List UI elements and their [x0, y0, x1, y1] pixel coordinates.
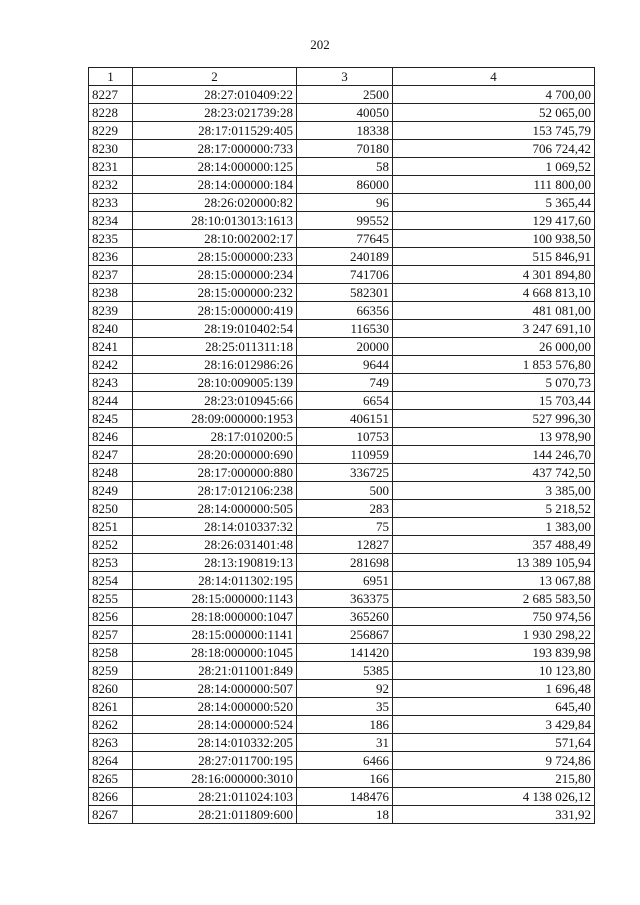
- area-cell: 12827: [297, 536, 393, 554]
- area-cell: 6951: [297, 572, 393, 590]
- value-cell: 26 000,00: [393, 338, 595, 356]
- table-row: [89, 464, 595, 482]
- area-cell: 5385: [297, 662, 393, 680]
- value-cell: 4 301 894,80: [393, 266, 595, 284]
- area-cell: 9644: [297, 356, 393, 374]
- cadastral-number-cell: 28:26:031401:48: [133, 536, 297, 554]
- row-number-cell: 8258: [89, 644, 133, 662]
- table-row: [89, 392, 595, 410]
- cadastral-number-cell: 28:16:012986:26: [133, 356, 297, 374]
- area-cell: 70180: [297, 140, 393, 158]
- value-cell: 3 247 691,10: [393, 320, 595, 338]
- row-number-cell: 8230: [89, 140, 133, 158]
- header-row: [89, 68, 595, 86]
- area-cell: 110959: [297, 446, 393, 464]
- value-cell: 13 067,88: [393, 572, 595, 590]
- table-row: [89, 86, 595, 104]
- row-number-cell: 8237: [89, 266, 133, 284]
- row-number-cell: 8229: [89, 122, 133, 140]
- value-cell: 357 488,49: [393, 536, 595, 554]
- cadastral-number-cell: 28:23:010945:66: [133, 392, 297, 410]
- scan-margin-marks: [0, 0, 20, 905]
- cadastral-number-cell: 28:09:000000:1953: [133, 410, 297, 428]
- table-row: [89, 356, 595, 374]
- value-cell: 1 069,52: [393, 158, 595, 176]
- column-header-4: 4: [393, 68, 595, 86]
- area-cell: 363375: [297, 590, 393, 608]
- table-row: [89, 230, 595, 248]
- value-cell: 9 724,86: [393, 752, 595, 770]
- area-cell: 116530: [297, 320, 393, 338]
- table-row: [89, 122, 595, 140]
- value-cell: 437 742,50: [393, 464, 595, 482]
- table-row: [89, 302, 595, 320]
- row-number-cell: 8267: [89, 806, 133, 824]
- row-number-cell: 8228: [89, 104, 133, 122]
- cadastral-number-cell: 28:14:000000:507: [133, 680, 297, 698]
- table-row: [89, 590, 595, 608]
- cadastral-number-cell: 28:15:000000:233: [133, 248, 297, 266]
- cadastral-number-cell: 28:23:021739:28: [133, 104, 297, 122]
- row-number-cell: 8251: [89, 518, 133, 536]
- table-row: [89, 644, 595, 662]
- area-cell: 77645: [297, 230, 393, 248]
- row-number-cell: 8265: [89, 770, 133, 788]
- value-cell: 5 070,73: [393, 374, 595, 392]
- value-cell: 144 246,70: [393, 446, 595, 464]
- area-cell: 256867: [297, 626, 393, 644]
- cadastral-number-cell: 28:14:000000:524: [133, 716, 297, 734]
- area-cell: 6466: [297, 752, 393, 770]
- cadastral-number-cell: 28:27:011700:195: [133, 752, 297, 770]
- cadastral-number-cell: 28:17:000000:733: [133, 140, 297, 158]
- table-row: [89, 734, 595, 752]
- table-row: [89, 626, 595, 644]
- table-row: [89, 266, 595, 284]
- table-row: [89, 536, 595, 554]
- cadastral-number-cell: 28:20:000000:690: [133, 446, 297, 464]
- value-cell: 1 930 298,22: [393, 626, 595, 644]
- area-cell: 141420: [297, 644, 393, 662]
- value-cell: 706 724,42: [393, 140, 595, 158]
- area-cell: 58: [297, 158, 393, 176]
- row-number-cell: 8255: [89, 590, 133, 608]
- cadastral-number-cell: 28:14:000000:520: [133, 698, 297, 716]
- cadastral-number-cell: 28:10:013013:1613: [133, 212, 297, 230]
- value-cell: 129 417,60: [393, 212, 595, 230]
- area-cell: 365260: [297, 608, 393, 626]
- area-cell: 92: [297, 680, 393, 698]
- cadastral-number-cell: 28:10:009005:139: [133, 374, 297, 392]
- table-row: [89, 716, 595, 734]
- value-cell: 3 429,84: [393, 716, 595, 734]
- value-cell: 645,40: [393, 698, 595, 716]
- table-row: [89, 788, 595, 806]
- data-table: [88, 67, 595, 824]
- cadastral-number-cell: 28:17:011529:405: [133, 122, 297, 140]
- row-number-cell: 8241: [89, 338, 133, 356]
- table-body: [89, 86, 595, 824]
- row-number-cell: 8254: [89, 572, 133, 590]
- cadastral-number-cell: 28:14:010337:32: [133, 518, 297, 536]
- value-cell: 111 800,00: [393, 176, 595, 194]
- value-cell: 52 065,00: [393, 104, 595, 122]
- area-cell: 749: [297, 374, 393, 392]
- row-number-cell: 8260: [89, 680, 133, 698]
- cadastral-number-cell: 28:13:190819:13: [133, 554, 297, 572]
- value-cell: 1 853 576,80: [393, 356, 595, 374]
- table-row: [89, 770, 595, 788]
- row-number-cell: 8253: [89, 554, 133, 572]
- value-cell: 5 218,52: [393, 500, 595, 518]
- cadastral-number-cell: 28:25:011311:18: [133, 338, 297, 356]
- value-cell: 1 696,48: [393, 680, 595, 698]
- table-row: [89, 194, 595, 212]
- area-cell: 186: [297, 716, 393, 734]
- value-cell: 571,64: [393, 734, 595, 752]
- value-cell: 13 389 105,94: [393, 554, 595, 572]
- row-number-cell: 8242: [89, 356, 133, 374]
- cadastral-number-cell: 28:21:011024:103: [133, 788, 297, 806]
- area-cell: 18: [297, 806, 393, 824]
- cadastral-number-cell: 28:15:000000:1141: [133, 626, 297, 644]
- row-number-cell: 8262: [89, 716, 133, 734]
- area-cell: 281698: [297, 554, 393, 572]
- cadastral-number-cell: 28:10:002002:17: [133, 230, 297, 248]
- value-cell: 4 668 813,10: [393, 284, 595, 302]
- value-cell: 331,92: [393, 806, 595, 824]
- row-number-cell: 8245: [89, 410, 133, 428]
- row-number-cell: 8238: [89, 284, 133, 302]
- area-cell: 283: [297, 500, 393, 518]
- area-cell: 582301: [297, 284, 393, 302]
- cadastral-number-cell: 28:14:000000:184: [133, 176, 297, 194]
- cadastral-number-cell: 28:15:000000:419: [133, 302, 297, 320]
- row-number-cell: 8246: [89, 428, 133, 446]
- cadastral-number-cell: 28:15:000000:234: [133, 266, 297, 284]
- row-number-cell: 8236: [89, 248, 133, 266]
- table-row: [89, 248, 595, 266]
- table-row: [89, 518, 595, 536]
- row-number-cell: 8235: [89, 230, 133, 248]
- area-cell: 99552: [297, 212, 393, 230]
- area-cell: 2500: [297, 86, 393, 104]
- value-cell: 153 745,79: [393, 122, 595, 140]
- table-row: [89, 284, 595, 302]
- row-number-cell: 8233: [89, 194, 133, 212]
- table-row: [89, 806, 595, 824]
- row-number-cell: 8257: [89, 626, 133, 644]
- area-cell: 75: [297, 518, 393, 536]
- area-cell: 336725: [297, 464, 393, 482]
- row-number-cell: 8249: [89, 482, 133, 500]
- value-cell: 215,80: [393, 770, 595, 788]
- value-cell: 515 846,91: [393, 248, 595, 266]
- area-cell: 500: [297, 482, 393, 500]
- row-number-cell: 8266: [89, 788, 133, 806]
- row-number-cell: 8247: [89, 446, 133, 464]
- row-number-cell: 8248: [89, 464, 133, 482]
- value-cell: 4 700,00: [393, 86, 595, 104]
- area-cell: 240189: [297, 248, 393, 266]
- table-row: [89, 410, 595, 428]
- row-number-cell: 8232: [89, 176, 133, 194]
- value-cell: 15 703,44: [393, 392, 595, 410]
- value-cell: 3 385,00: [393, 482, 595, 500]
- cadastral-number-cell: 28:18:000000:1045: [133, 644, 297, 662]
- value-cell: 5 365,44: [393, 194, 595, 212]
- row-number-cell: 8234: [89, 212, 133, 230]
- value-cell: 4 138 026,12: [393, 788, 595, 806]
- area-cell: 406151: [297, 410, 393, 428]
- column-header-2: 2: [133, 68, 297, 86]
- area-cell: 31: [297, 734, 393, 752]
- cadastral-number-cell: 28:14:000000:505: [133, 500, 297, 518]
- table-row: [89, 212, 595, 230]
- row-number-cell: 8240: [89, 320, 133, 338]
- cadastral-number-cell: 28:26:020000:82: [133, 194, 297, 212]
- cadastral-number-cell: 28:14:000000:125: [133, 158, 297, 176]
- area-cell: 166: [297, 770, 393, 788]
- cadastral-number-cell: 28:15:000000:232: [133, 284, 297, 302]
- area-cell: 86000: [297, 176, 393, 194]
- row-number-cell: 8244: [89, 392, 133, 410]
- area-cell: 741706: [297, 266, 393, 284]
- area-cell: 6654: [297, 392, 393, 410]
- row-number-cell: 8250: [89, 500, 133, 518]
- row-number-cell: 8256: [89, 608, 133, 626]
- table-row: [89, 176, 595, 194]
- table-row: [89, 428, 595, 446]
- page-number: 202: [310, 37, 330, 52]
- row-number-cell: 8259: [89, 662, 133, 680]
- table-row: [89, 572, 595, 590]
- table-row: [89, 320, 595, 338]
- column-header-3: 3: [297, 68, 393, 86]
- table-row: [89, 500, 595, 518]
- value-cell: 481 081,00: [393, 302, 595, 320]
- area-cell: 10753: [297, 428, 393, 446]
- cadastral-number-cell: 28:19:010402:54: [133, 320, 297, 338]
- row-number-cell: 8227: [89, 86, 133, 104]
- area-cell: 35: [297, 698, 393, 716]
- table-row: [89, 698, 595, 716]
- table-row: [89, 680, 595, 698]
- cadastral-number-cell: 28:14:011302:195: [133, 572, 297, 590]
- cadastral-number-cell: 28:27:010409:22: [133, 86, 297, 104]
- table-row: [89, 752, 595, 770]
- row-number-cell: 8239: [89, 302, 133, 320]
- column-header-1: 1: [89, 68, 133, 86]
- cadastral-number-cell: 28:18:000000:1047: [133, 608, 297, 626]
- table-row: [89, 608, 595, 626]
- area-cell: 18338: [297, 122, 393, 140]
- value-cell: 527 996,30: [393, 410, 595, 428]
- value-cell: 100 938,50: [393, 230, 595, 248]
- value-cell: 193 839,98: [393, 644, 595, 662]
- row-number-cell: 8263: [89, 734, 133, 752]
- table-row: [89, 140, 595, 158]
- table-row: [89, 104, 595, 122]
- table-row: [89, 446, 595, 464]
- cadastral-number-cell: 28:15:000000:1143: [133, 590, 297, 608]
- table-row: [89, 338, 595, 356]
- table-row: [89, 662, 595, 680]
- cadastral-number-cell: 28:17:000000:880: [133, 464, 297, 482]
- value-cell: 750 974,56: [393, 608, 595, 626]
- cadastral-number-cell: 28:14:010332:205: [133, 734, 297, 752]
- area-cell: 148476: [297, 788, 393, 806]
- area-cell: 66356: [297, 302, 393, 320]
- row-number-cell: 8264: [89, 752, 133, 770]
- cadastral-number-cell: 28:17:012106:238: [133, 482, 297, 500]
- value-cell: 13 978,90: [393, 428, 595, 446]
- value-cell: 1 383,00: [393, 518, 595, 536]
- row-number-cell: 8231: [89, 158, 133, 176]
- value-cell: 10 123,80: [393, 662, 595, 680]
- cadastral-number-cell: 28:16:000000:3010: [133, 770, 297, 788]
- value-cell: 2 685 583,50: [393, 590, 595, 608]
- table-row: [89, 554, 595, 572]
- cadastral-number-cell: 28:17:010200:5: [133, 428, 297, 446]
- table-row: [89, 158, 595, 176]
- area-cell: 96: [297, 194, 393, 212]
- table-row: [89, 374, 595, 392]
- area-cell: 20000: [297, 338, 393, 356]
- cadastral-number-cell: 28:21:011001:849: [133, 662, 297, 680]
- table-row: [89, 482, 595, 500]
- row-number-cell: 8252: [89, 536, 133, 554]
- area-cell: 40050: [297, 104, 393, 122]
- cadastral-number-cell: 28:21:011809:600: [133, 806, 297, 824]
- row-number-cell: 8243: [89, 374, 133, 392]
- row-number-cell: 8261: [89, 698, 133, 716]
